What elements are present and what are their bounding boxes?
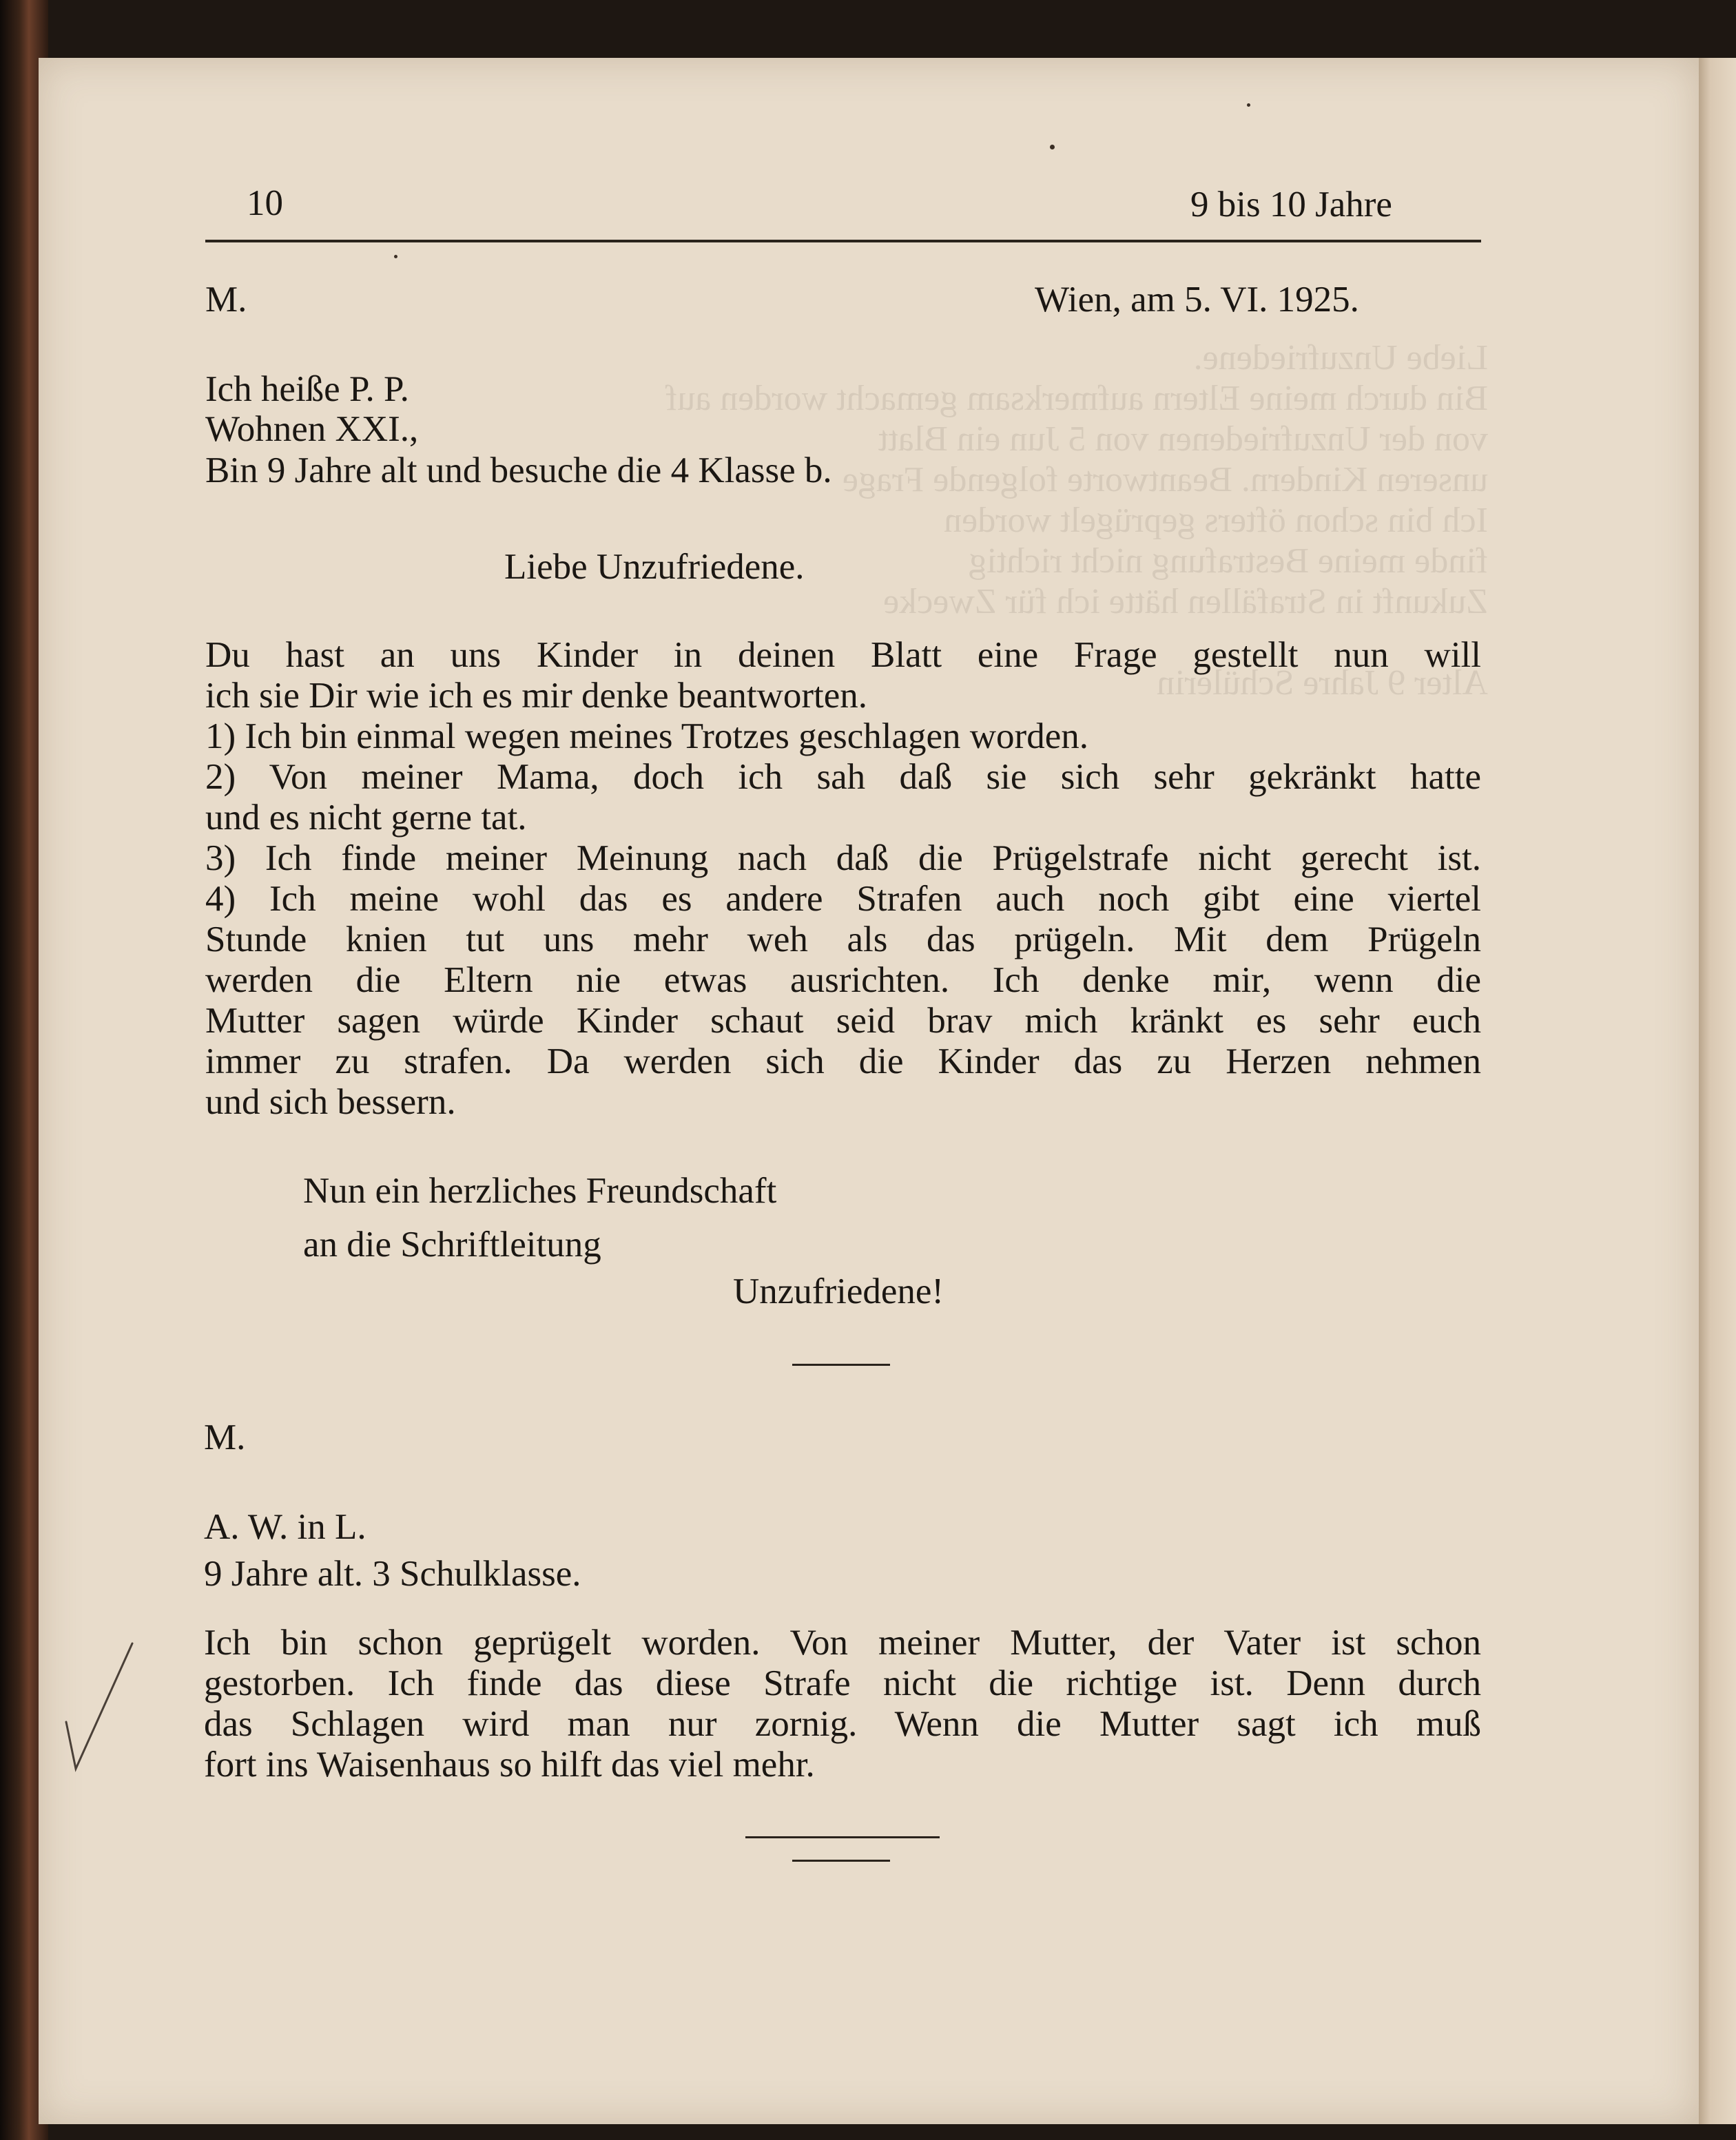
letter1-place-date: Wien, am 5. VI. 1925. xyxy=(1035,280,1359,320)
paper-speck xyxy=(1050,145,1055,149)
letter1-body-line: ich sie Dir wie ich es mir denke beantworten. xyxy=(205,676,868,716)
letter1-body-line: Stunde knien tut uns mehr weh als das prügeln. Mit dem Prügeln xyxy=(205,920,1481,959)
letter2-body-line: gestorben. Ich finde das diese Strafe nicht die richtige ist. Denn durch xyxy=(204,1663,1481,1703)
letter2-body-line: fort ins Waisenhaus so hilft das viel mehr. xyxy=(204,1745,815,1785)
letter1-body-line: 1) Ich bin einmal wegen meines Trotzes geschlagen worden. xyxy=(205,716,1088,756)
end-divider xyxy=(792,1860,890,1862)
paper-speck xyxy=(394,255,397,258)
header-rule xyxy=(205,240,1481,242)
letter1-signature: Unzufriedene! xyxy=(733,1271,944,1311)
end-divider xyxy=(745,1836,940,1838)
running-title: 9 bis 10 Jahre xyxy=(1190,185,1392,225)
letter1-body-line: 3) Ich finde meiner Meinung nach daß die Prügelstrafe nicht gerecht ist. xyxy=(205,838,1481,878)
letter1-body-line: immer zu strafen. Da werden sich die Kinder das zu Herzen nehmen xyxy=(205,1041,1481,1081)
letter1-body-line: und es nicht gerne tat. xyxy=(205,798,527,838)
letter1-closing: Nun ein herzliches Freundschaft xyxy=(303,1171,777,1211)
letter1-salutation: Liebe Unzufriedene. xyxy=(504,547,805,587)
letter1-body-line: Mutter sagen würde Kinder schaut seid brav mich kränkt es sehr euch xyxy=(205,1001,1481,1041)
letter1-body-line: Du hast an uns Kinder in deinen Blatt eine Frage gestellt nun will xyxy=(205,635,1481,675)
letter2-body-line: das Schlagen wird man nur zornig. Wenn die Mutter sagt ich muß xyxy=(204,1704,1481,1744)
letter1-closing: an die Schriftleitung xyxy=(303,1225,601,1265)
letter2-sender: A. W. in L. xyxy=(204,1507,366,1547)
section-divider xyxy=(792,1364,890,1366)
letter2-body-line: Ich bin schon geprügelt worden. Von meiner Mutter, der Vater ist schon xyxy=(204,1623,1481,1663)
letter1-intro-line: Wohnen XXI., xyxy=(205,409,419,449)
letter1-body xyxy=(205,635,1481,1123)
show-through-bleed: Liebe Unzufriedene. Bin durch meine Eltern aufmerksam gemacht worden auf von der Unzufriedenen von 5 Jun ein Blatt unseren Kindern. Beantworte folgende Frage Ich bin schon öfters geprügelt worden finde meine Bestrafung nicht richtig Zukunft in Strafällen hätte ich für Zwecke Alter 9 Jahre Schülerin xyxy=(665,338,1488,703)
letter2-initial: M. xyxy=(204,1417,246,1457)
pencil-checkmark-mark xyxy=(61,1639,136,1777)
letter1-intro-line: Bin 9 Jahre alt und besuche die 4 Klasse b. xyxy=(205,450,832,490)
letter2-body xyxy=(204,1623,1481,1785)
paper-speck xyxy=(1247,103,1250,107)
letter1-body-line: 4) Ich meine wohl das es andere Strafen auch noch gibt eine viertel xyxy=(205,879,1481,919)
letter1-intro-line: Ich heiße P. P. xyxy=(205,369,409,409)
letter2-age-class: 9 Jahre alt. 3 Schulklasse. xyxy=(204,1554,581,1594)
letter1-body-line: werden die Eltern nie etwas ausrichten. Ich denke mir, wenn die xyxy=(205,960,1481,1000)
facing-page-edge xyxy=(1699,58,1736,2124)
letter1-body-line: 2) Von meiner Mama, doch ich sah daß sie sich sehr gekränkt hatte xyxy=(205,757,1481,797)
page-number: 10 xyxy=(247,183,283,223)
letter1-initial: M. xyxy=(205,280,247,320)
letter1-body-line: und sich bessern. xyxy=(205,1082,456,1122)
